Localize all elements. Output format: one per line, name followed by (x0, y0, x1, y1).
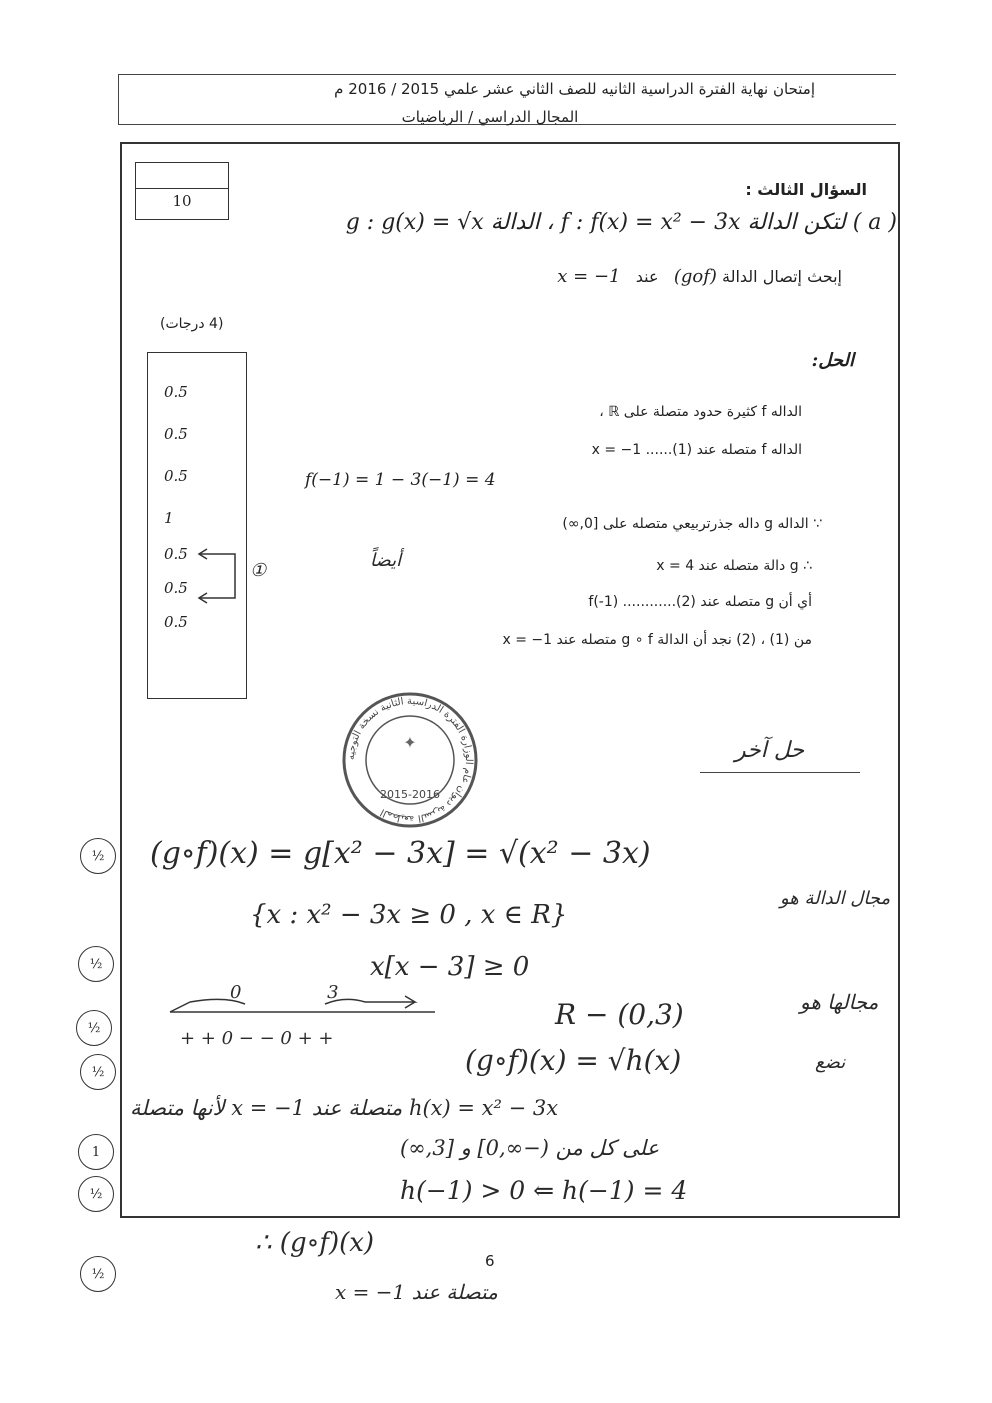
mark-item: 1 (164, 509, 174, 527)
solution-line-2: الداله f متصله عند x = −1 ......(1) (591, 442, 802, 458)
solution-line-4: ∵ الداله g داله جذرتربيعي متصله على [0,∞) (562, 516, 822, 532)
circle-mark: 1 (78, 1134, 114, 1170)
solution-line-5: ∴ g دالة متصله عند x = 4 (656, 558, 812, 574)
question-task (557, 266, 842, 287)
exam-subject: المجال الدراسي / الرياضيات (401, 108, 579, 126)
mark-item: 0.5 (164, 383, 188, 401)
alt-line-13: h(−1) > 0 ⇐ h(−1) = 4 (400, 1176, 688, 1205)
svg-text:2015-2016: 2015-2016 (380, 788, 440, 801)
mark-item: 0.5 (164, 467, 188, 485)
alt-line-2: {x : x² − 3x ≥ 0 , x ∈ R} (250, 900, 568, 930)
solution-line-3: f(−1) = 1 − 3(−1) = 4 (305, 470, 496, 490)
points-label: (4 درجات) (160, 316, 224, 332)
mark-item: 0.5 (164, 613, 188, 631)
part-label: ( a ) (852, 210, 897, 235)
exam-title: إمتحان نهاية الفترة الدراسية الثانيه للصف الثاني عشر علمي 2015 / 2016 م (334, 80, 815, 98)
marks-column (147, 352, 247, 699)
header-left-line (118, 74, 119, 124)
solution-line-6: أي أن g متصله عند f(-1) ............(2) (588, 594, 812, 610)
circle-mark: ½ (80, 1054, 116, 1090)
handwritten-check: أيضاً (370, 550, 402, 571)
alt-title-underline (700, 772, 860, 773)
alt-line-1: (g∘f)(x) = g[x² − 3x] = √(x² − 3x) (150, 836, 651, 871)
question-title: السؤال الثالث : (745, 180, 867, 199)
solution-line-1: الداله f كثيرة حدود متصلة على ℝ ، (599, 404, 802, 420)
circle-mark: ½ (78, 1176, 114, 1212)
circle-mark: ½ (80, 1256, 116, 1292)
alt-line-8: مجالها هو (800, 990, 879, 1014)
mark-value: 10 (172, 192, 192, 210)
mark-item: 0.5 (164, 545, 188, 563)
alt-line-3: مجال الدالة هو (780, 888, 891, 909)
alt-line-15: متصلة عند x = −1 (335, 1280, 498, 1304)
svg-text:✦: ✦ (403, 733, 417, 752)
alt-line-14: ∴ (g∘f)(x) (255, 1228, 375, 1258)
svg-text:المطبعة السرية ديوان عام الوزا: المطبعة السرية ديوان عام الوزارة الفترة الدراسية الثانية نسخة التوجيه (345, 695, 475, 825)
alt-line-7: R − (0,3) (555, 998, 684, 1031)
mark-item: 0.5 (164, 425, 188, 443)
task-function: (gof) (673, 266, 717, 287)
alt-line-12: على كل من (−∞,0] و [3,∞) (400, 1136, 660, 1160)
alt-line-5: 0 3 (230, 982, 339, 1003)
circle-mark: ½ (80, 838, 116, 874)
solution-line-7: من (1) ، (2) نجد أن الدالة g ∘ f متصله عند x = −1 (502, 632, 812, 648)
page-number: 6 (485, 1252, 495, 1270)
question-statement (346, 210, 897, 235)
mark-box (135, 162, 229, 220)
circle-mark: ½ (76, 1010, 112, 1046)
task-text: إبحث إتصال الدالة (722, 267, 842, 286)
alt-line-9: (g∘f)(x) = √h(x) (465, 1044, 682, 1077)
bracket-note: ① (250, 560, 267, 581)
alt-line-4: x[x − 3] ≥ 0 (370, 952, 530, 982)
solution-label: الحل: (811, 350, 854, 371)
alt-solution-title: حل آخر (735, 738, 805, 763)
task-at: عند (635, 267, 659, 286)
statement-text: لتكن الدالة f : f(x) = x² − 3x ، الدالة g : g(x) = √x (345, 210, 846, 235)
alt-line-6: + + 0 − − 0 + + (180, 1028, 334, 1049)
alt-line-10: نضع (815, 1052, 846, 1073)
ministry-stamp (340, 690, 480, 830)
header-top-line (118, 74, 896, 75)
task-point: x = −1 (557, 266, 621, 287)
circle-mark: ½ (78, 946, 114, 982)
alt-line-11: h(x) = x² − 3x متصلة عند x = −1 لأنها متصلة (130, 1096, 559, 1120)
mark-item: 0.5 (164, 579, 188, 597)
